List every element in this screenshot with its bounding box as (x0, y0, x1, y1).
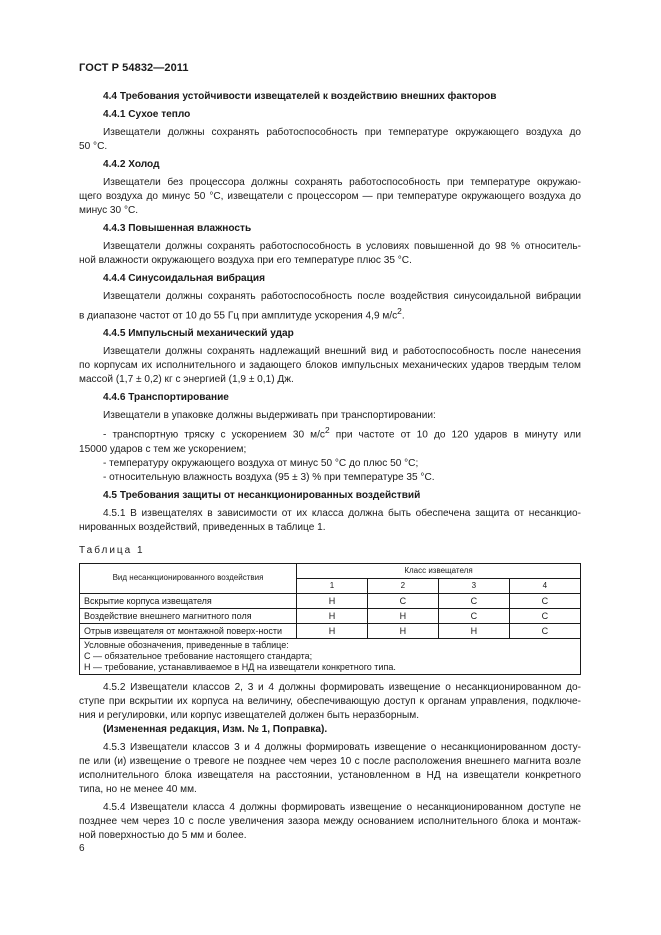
section-4-4-5-text (79, 345, 581, 387)
table-cell: С (438, 593, 509, 608)
text-line: пе или (и) извещение о тревоге не позднее чем через 10 с после расположения внешнего магнита возле (79, 755, 581, 767)
section-4-4-2-heading: 4.4.2 Холод (103, 159, 160, 170)
text-line: Извещатели в упаковке должны выдерживать при транспортировании: (103, 410, 436, 422)
text-line: 15000 ударов с тем же ускорением; (79, 443, 247, 455)
text-line: ной влажности окружающего воздуха при его температуре плюс 35 °С. (79, 255, 412, 266)
table-cell: Н (297, 593, 368, 608)
section-4-4-2-text (79, 176, 581, 218)
text-line: 4.5.4 Извещатели класса 4 должны формировать извещение о несанкционированном доступе не (103, 801, 581, 813)
section-4-4-6-heading: 4.4.6 Транспортирование (103, 392, 229, 404)
superscript: 2 (324, 425, 330, 436)
text-line: Извещатели должны сохранять работоспособность после воздействия синусоидальной вибрации (103, 291, 581, 302)
paragraph-4-5-3 (79, 741, 581, 797)
table-header-class-3: 3 (438, 578, 509, 593)
text-fragment: . (401, 310, 405, 322)
paragraph-4-5-2 (79, 681, 581, 737)
section-4-4-1-text (79, 126, 581, 154)
section-4-4-3-heading: 4.4.3 Повышенная влажность (103, 223, 252, 234)
text-line: ступе при вскрытии их корпуса на величину, обеспечивающую доступ к органам управления, подключе- (79, 695, 581, 707)
text-line: щего воздуха до минус 50 °С, извещатели с процессором — при температуре окружающего воздуха до (79, 191, 581, 202)
text-line: позднее чем через 10 с после увеличения зазора между основанием исполнительного блока и монтаж- (79, 815, 581, 827)
table-cell: Н (297, 608, 368, 623)
text-line: ной поверхностью до 5 мм и более. (79, 829, 247, 841)
text-line: минус 30 °С. (79, 205, 139, 216)
text-line: Извещатели без процессора должны сохранять работоспособность при температуре окружаю- (103, 177, 581, 188)
text-fragment: при частоте от 10 до 120 ударов в минуту или (329, 429, 582, 441)
text-line: типа, но не менее 40 мм. (79, 783, 197, 795)
table-header-impact-type: Вид несанкционированного воздействия (80, 563, 297, 593)
section-4-4-heading: 4.4 Требования устойчивости извещателей к воздействию внешних факторов (103, 91, 497, 102)
document-header: ГОСТ Р 54832—2011 (79, 62, 189, 74)
table-cell: С (438, 608, 509, 623)
paragraph-4-5-1 (79, 507, 581, 535)
text-line: по корпусам их исполнительного и задающего блоков импульсных механических ударов твердым телом (79, 360, 581, 372)
text-line: - температуру окружающего воздуха от минус 50 °С до плюс 50 °С; (103, 457, 419, 469)
table-row (80, 608, 581, 623)
table-note-line: С — обязательное требование настоящего стандарта; (84, 650, 313, 661)
section-4-4-4-heading: 4.4.4 Синусоидальная вибрация (103, 273, 265, 284)
section-4-4-5-heading: 4.4.5 Импульсный механический удар (103, 328, 294, 340)
table-cell: С (509, 608, 580, 623)
text-line: 4.5.2 Извещатели классов 2, 3 и 4 должны формировать извещение о несанкционированном до- (103, 681, 581, 693)
text-line: Извещатели должны сохранять работоспособность в условиях повышенной до 98 % относитель- (103, 241, 581, 252)
section-4-4-6-text (79, 409, 581, 484)
table-cell: Н (438, 623, 509, 638)
text-line: исполнительного блока извещателя на расстоянии, установленном в НД на извещатели конкретного (79, 769, 581, 781)
text-line: - относительную влажность воздуха (95 ± 3) % при температуре 35 °С. (103, 471, 435, 483)
section-4-4-1-heading: 4.4.1 Сухое тепло (103, 109, 191, 120)
table-notes-row (80, 638, 581, 674)
text-line: 4.5.1 В извещателях в зависимости от их класса должна быть обеспечена защита от несанкцио- (103, 507, 581, 519)
table-cell: Воздействие внешнего магнитного поля (80, 608, 297, 623)
table-row (80, 623, 581, 638)
page-number: 6 (79, 843, 85, 854)
table-header-class-1: 1 (297, 578, 368, 593)
text-fragment: - транспортную тряску с ускорением 30 м/с (103, 429, 325, 441)
table-cell: С (509, 593, 580, 608)
section-4-5-heading: 4.5 Требования защиты от несанкционированных воздействий (103, 489, 421, 501)
amendment-note: (Измененная редакция, Изм. № 1, Поправка). (103, 723, 328, 735)
text-line (79, 423, 581, 442)
table-cell: С (367, 593, 438, 608)
requirements-table (79, 563, 581, 675)
table-cell: Н (367, 623, 438, 638)
text-line (79, 304, 581, 323)
paragraph-4-5-4 (79, 801, 581, 843)
table-header-row (80, 563, 581, 578)
table-cell: Вскрытие корпуса извещателя (80, 593, 297, 608)
text-fragment: в диапазоне частот от 10 до 55 Гц при амплитуде ускорения 4,9 м/с (79, 310, 398, 322)
superscript: 2 (397, 306, 402, 316)
table-cell: С (509, 623, 580, 638)
table-cell: Отрыв извещателя от монтажной поверх-ности (80, 623, 297, 638)
text-line: 4.5.3 Извещатели классов 3 и 4 должны формировать извещение о несанкционированном досту- (103, 741, 581, 753)
text-line: нированных воздействий, приведенных в таблице 1. (79, 521, 326, 533)
section-4-4-3-text (79, 240, 581, 268)
text-line: массой (1,7 ± 0,2) кг с энергией (1,9 ± 0,1) Дж. (79, 374, 294, 386)
text-line: ния и регулировки, или корпус извещателей должен быть неразборным. (79, 709, 420, 721)
table-note-line: Н — требование, устанавливаемое в НД на извещатели конкретного типа. (84, 661, 396, 672)
text-line: Извещатели должны сохранять надлежащий внешний вид и работоспособность после нанесения (103, 346, 581, 358)
table-note-line: Условные обозначения, приведенные в таблице: (84, 639, 289, 650)
table-header-class-2: 2 (367, 578, 438, 593)
text-line: 50 °С. (79, 141, 108, 152)
section-4-4-4-text (79, 290, 581, 323)
table-header-class-4: 4 (509, 578, 580, 593)
table-row (80, 593, 581, 608)
table-notes (80, 638, 581, 674)
table-caption: Таблица 1 (79, 544, 145, 556)
text-line: Извещатели должны сохранять работоспособность при температуре окружающего воздуха до (103, 127, 581, 138)
table-cell: Н (367, 608, 438, 623)
document-body (79, 90, 581, 847)
table-cell: Н (297, 623, 368, 638)
table-header-class-group: Класс извещателя (297, 563, 581, 578)
